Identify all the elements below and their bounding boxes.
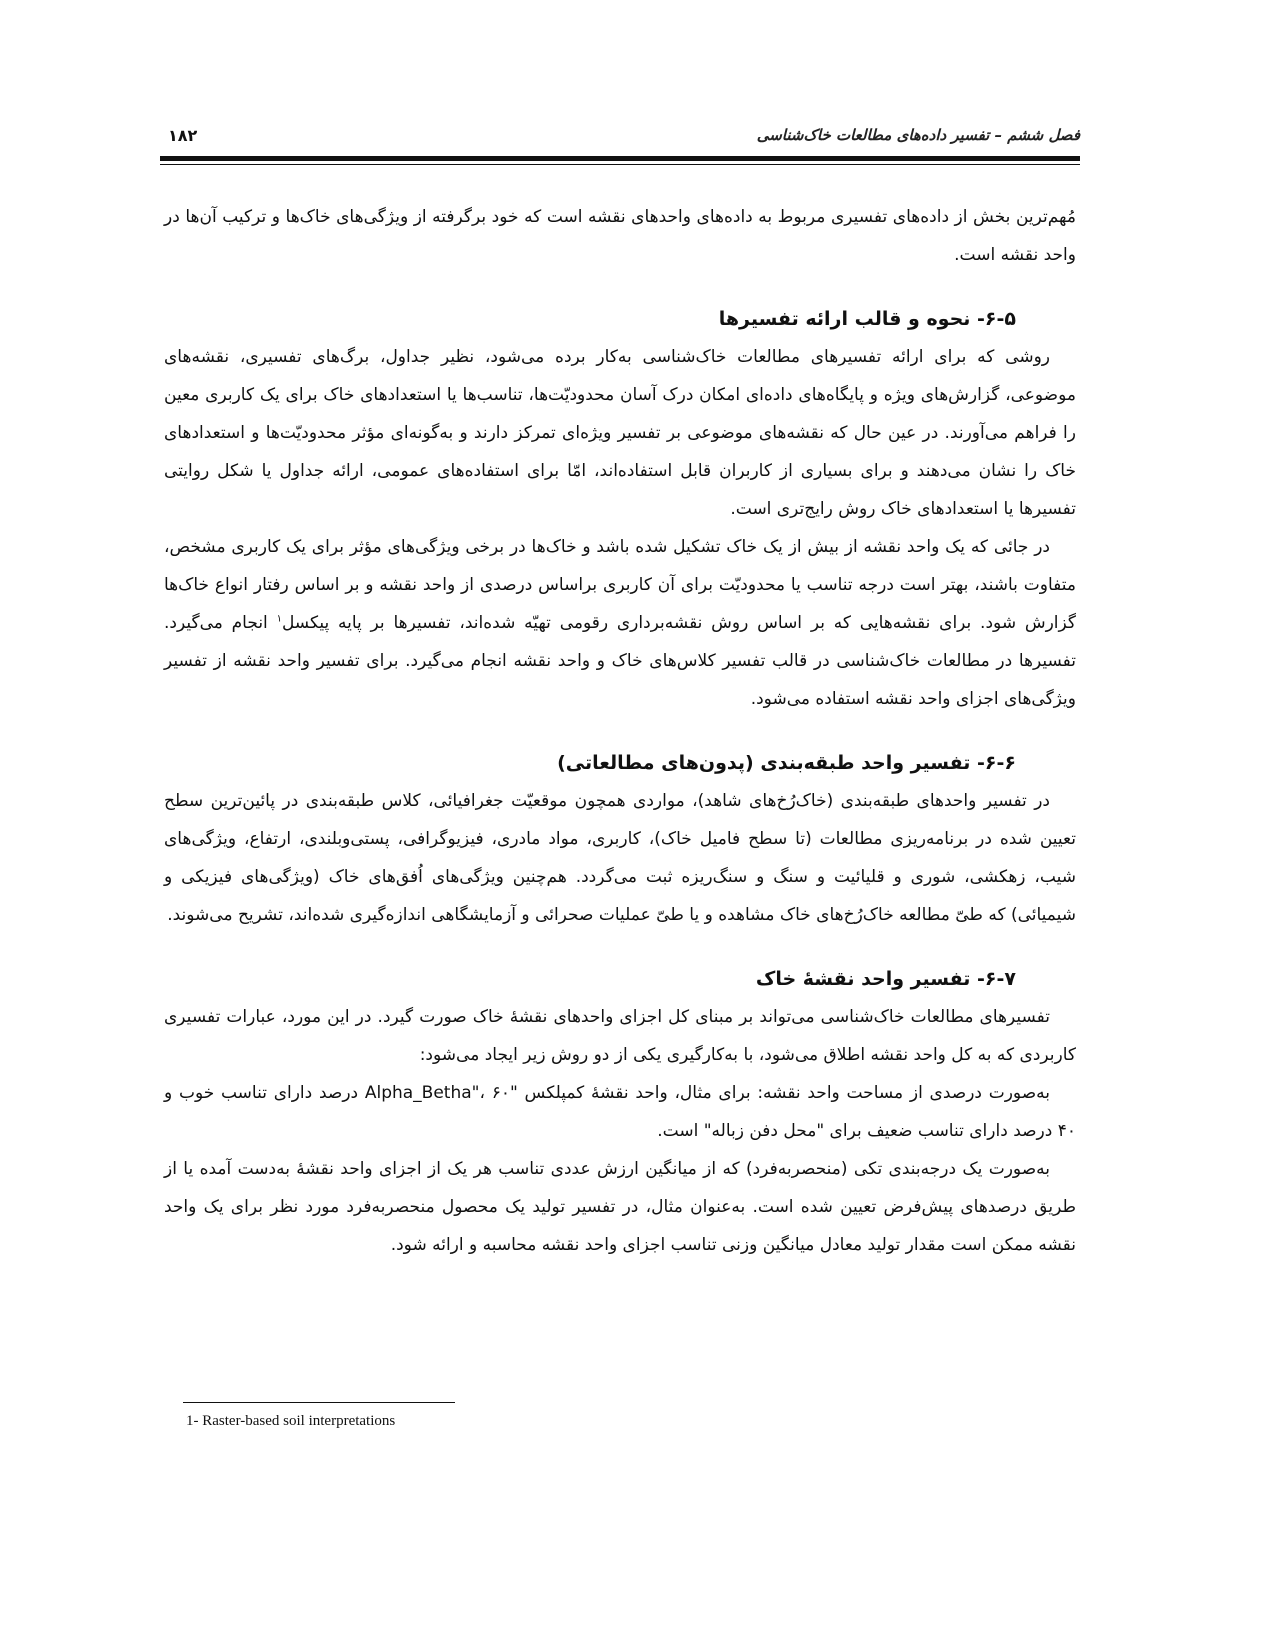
section-6-5-paragraph-2: [164, 528, 1076, 718]
page-header: [160, 124, 1080, 154]
intro-paragraph: مُهم‌ترین بخش از داده‌های تفسیری مربوط به داده‌های واحدهای نقشه است که خود برگرفته از ویژگی‌های خاک‌ها و ترکیب آن‌ها در واحد نقشه است.: [164, 207, 1076, 265]
section-6-5-paragraph-1: روشی که برای ارائه تفسیرهای مطالعات خاک‌شناسی به‌کار برده می‌شود، نظیر جداول، برگ‌های تفسیری، نقشه‌های موضوعی، گزارش‌های ویژه و پایگاه‌های داده‌ای امکان درک آسان محدودیّت‌ها، تناسب‌ها یا استعدادهای خاک برای یک کاربری معین را فراهم می‌آورند. در عین حال که نقشه‌های موضوعی بر تفسیر ویژه‌ای تمرکز دارند و به‌گونه‌ای مؤثر محدودیّت‌ها و استعدادهای خاک را نشان می‌دهند و برای بسیاری از کاربران قابل استفاده‌اند، امّا برای استفاده‌های عمومی، ارائه جداول یا شکل روایتی تفسیرها یا استعدادهای خاک روش رایج‌تری است.: [164, 347, 1076, 519]
footnote: 1- Raster-based soil interpretations: [186, 1413, 396, 1429]
section-6-7-paragraph-2: به‌صورت درصدی از مساحت واحد نقشه: برای مثال، واحد نقشهٔ کمپلکس "Alpha_Betha"، ۶۰ درصد دارای تناسب خوب و ۴۰ درصد دارای تناسب ضعیف برای "محل دفن زباله" است.: [164, 1083, 1076, 1141]
footnote-rule: [183, 1402, 455, 1403]
paragraph-text: انجام می‌گیرد. تفسیرها در مطالعات خاک‌شناسی در قالب تفسیر کلاس‌های خاک و واحد نقشه انجام می‌گیرد. برای تفسیر واحد نقشه از تفسیر ویژگی‌های اجزای واحد نقشه استفاده می‌شود.: [164, 613, 1076, 709]
paragraph-text: در جائی که یک واحد نقشه از بیش از یک خاک تشکیل شده باشد و خاک‌ها در برخی ویژگی‌های مؤثر برای یک کاربری مشخص، متفاوت باشند، بهتر است درجه تناسب یا محدودیّت برای آن کاربری براساس درصدی از واحد نقشه و بر اساس رفتار انواع خاک‌ها گزارش شود. برای نقشه‌هایی که بر اساس روش نقشه‌برداری رقومی تهیّه شده‌اند، تفسیرها بر پایه پیکسل: [164, 537, 1077, 633]
header-rule-thin: [160, 164, 1080, 165]
page-number: ۱۸۲: [168, 126, 198, 145]
section-heading-6-7: ۶-۷- تفسیر واحد نقشهٔ خاک: [755, 968, 1016, 990]
footnote-marker: ۱: [276, 613, 282, 625]
section-6-7-paragraph-1: تفسیرهای مطالعات خاک‌شناسی می‌تواند بر مبنای کل اجزای واحدهای نقشهٔ خاک صورت گیرد. در این مورد، عبارات تفسیری کاربردی که به کل واحد نقشه اطلاق می‌شود، با به‌کارگیری یکی از دو روش زیر ایجاد می‌شود:: [164, 1007, 1076, 1065]
section-6-6-paragraph-1: در تفسیر واحدهای طبقه‌بندی (خاک‌رُخ‌های شاهد)، مواردی همچون موقعیّت جغرافیائی، کلاس طبقه‌بندی در پائین‌ترین سطح تعیین شده در برنامه‌ریزی مطالعات (تا سطح فامیل خاک)، کاربری، مواد مادری، فیزیوگرافی، پستی‌وبلندی، ارتفاع، ویژگی‌های شیب، زهکشی، شوری و قلیائیت و سنگ و سنگ‌ریزه ثبت می‌گردد. هم‌چنین ویژگی‌های اُفق‌های خاک (ویژگی‌های فیزیکی و شیمیائی) که طیّ مطالعه خاک‌رُخ‌های خاک مشاهده و یا طیّ عملیات صحرائی و آزمایشگاهی اندازه‌گیری شده‌اند، تشریح می‌شوند.: [164, 791, 1076, 925]
section-heading-6-5: ۶-۵- نحوه و قالب ارائه تفسیرها: [718, 308, 1016, 330]
section-heading-6-6: ۶-۶- تفسیر واحد طبقه‌بندی (پدون‌های مطالعاتی): [557, 752, 1016, 774]
section-6-7-paragraph-3: به‌صورت یک درجه‌بندی تکی (منحصربه‌فرد) که از میانگین ارزش عددی تناسب هر یک از اجزای واحد نقشهٔ به‌دست آمده یا از طریق درصدهای پیش‌فرض تعیین شده است. به‌عنوان مثال، در تفسیر تولید یک محصول منحصربه‌فرد مورد نظر برای یک واحد نقشه ممکن است مقدار تولید معادل میانگین وزنی تناسب اجزای واحد نقشه محاسبه و ارائه شود.: [164, 1159, 1076, 1255]
body-text: [164, 198, 1076, 1264]
header-rule-thick: [160, 156, 1080, 161]
running-title: فصل ششم – تفسیر داده‌های مطالعات خاک‌شناسی: [756, 126, 1080, 144]
